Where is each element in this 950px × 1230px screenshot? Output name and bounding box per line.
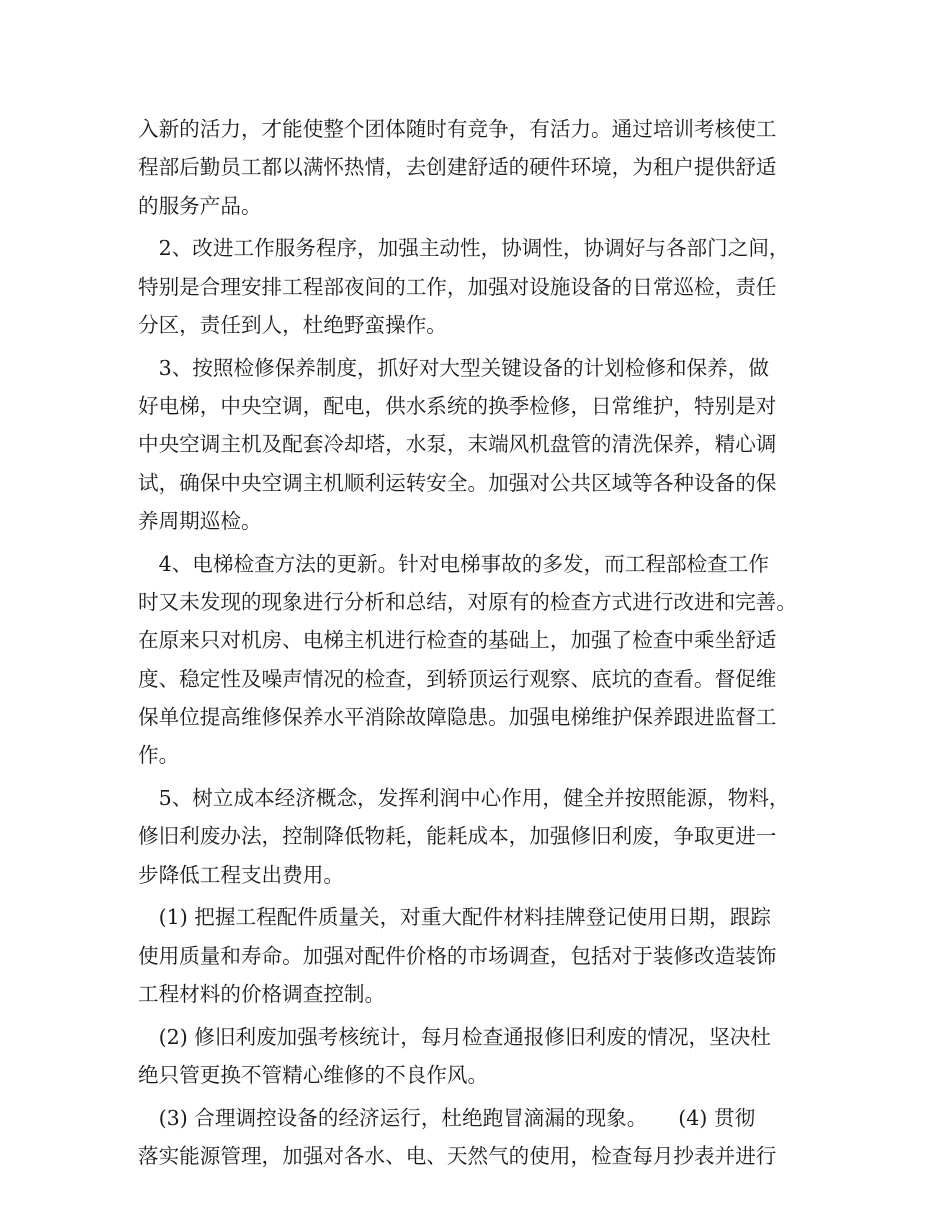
paragraph xyxy=(138,1018,838,1095)
text-line: 中央空调主机及配套冷却塔，水泵，末端风机盘管的清洗保养，精心调 xyxy=(138,432,777,457)
text-line: 5、树立成本经济概念，发挥利润中心作用，健全并按照能源，物料， xyxy=(138,786,790,811)
text-line: 的服务产品。 xyxy=(138,193,262,218)
text-line: 2、改进工作服务程序，加强主动性，协调性，协调好与各部门之间， xyxy=(138,236,790,261)
text-line: 在原来只对机房、电梯主机进行检查的基础上，加强了检查中乘坐舒适 xyxy=(138,628,777,653)
paragraph xyxy=(138,545,838,775)
text-line: 分区，责任到人，杜绝野蛮操作。 xyxy=(138,312,447,337)
paragraph xyxy=(138,110,838,225)
text-line: 绝只管更换不管精心维修的不良作风。 xyxy=(138,1063,489,1088)
text-line: (1) 把握工程配件质量关，对重大配件材料挂牌登记使用日期，跟踪 xyxy=(138,905,771,930)
paragraph xyxy=(138,349,838,540)
text-line: 保单位提高维修保养水平消除故障隐患。加强电梯维护保养跟进监督工 xyxy=(138,704,777,729)
text-line: 试，确保中央空调主机顺利运转安全。加强对公共区域等各种设备的保 xyxy=(138,470,777,495)
text-line: 步降低工程支出费用。 xyxy=(138,862,344,887)
paragraph xyxy=(138,1099,838,1176)
text-line: 工程材料的价格调查控制。 xyxy=(138,982,386,1007)
text-line: 特别是合理安排工程部夜间的工作，加强对设施设备的日常巡检，责任 xyxy=(138,274,777,299)
text-line: 修旧利废办法，控制降低物耗，能耗成本，加强修旧利废，争取更进一 xyxy=(138,824,777,849)
text-line: 落实能源管理，加强对各水、电、天然气的使用，检查每月抄表并进行 xyxy=(138,1144,777,1169)
text-line: 入新的活力，才能使整个团体随时有竞争，有活力。通过培训考核使工 xyxy=(138,117,777,141)
text-line: 养周期巡检。 xyxy=(138,508,262,533)
text-line: 使用质量和寿命。加强对配件价格的市场调查，包括对于装修改造装饰 xyxy=(138,943,777,968)
text-line: 时又未发现的现象进行分析和总结，对原有的检查方式进行改进和完善。 xyxy=(138,590,797,615)
text-line: 程部后勤员工都以满怀热情，去创建舒适的硬件环境，为租户提供舒适 xyxy=(138,155,777,180)
paragraph xyxy=(138,898,838,1013)
paragraph xyxy=(138,779,838,894)
text-line: 3、按照检修保养制度，抓好对大型关键设备的计划检修和保养，做 xyxy=(138,355,769,380)
document-body xyxy=(138,110,838,1176)
text-line: (2) 修旧利废加强考核统计，每月检查通报修旧利废的情况，坚决杜 xyxy=(138,1024,771,1049)
paragraph xyxy=(138,229,838,344)
text-line: 好电梯，中央空调，配电，供水系统的换季检修，日常维护，特别是对 xyxy=(138,394,777,419)
text-line: 4、电梯检查方法的更新。针对电梯事故的多发，而工程部检查工作 xyxy=(138,551,769,576)
text-line: 作。 xyxy=(138,743,180,768)
text-line: 度、稳定性及噪声情况的检查，到轿顶运行观察、底坑的查看。督促维 xyxy=(138,666,777,691)
text-line: (3) 合理调控设备的经济运行，杜绝跑冒滴漏的现象。 (4) 贯彻 xyxy=(138,1105,756,1130)
